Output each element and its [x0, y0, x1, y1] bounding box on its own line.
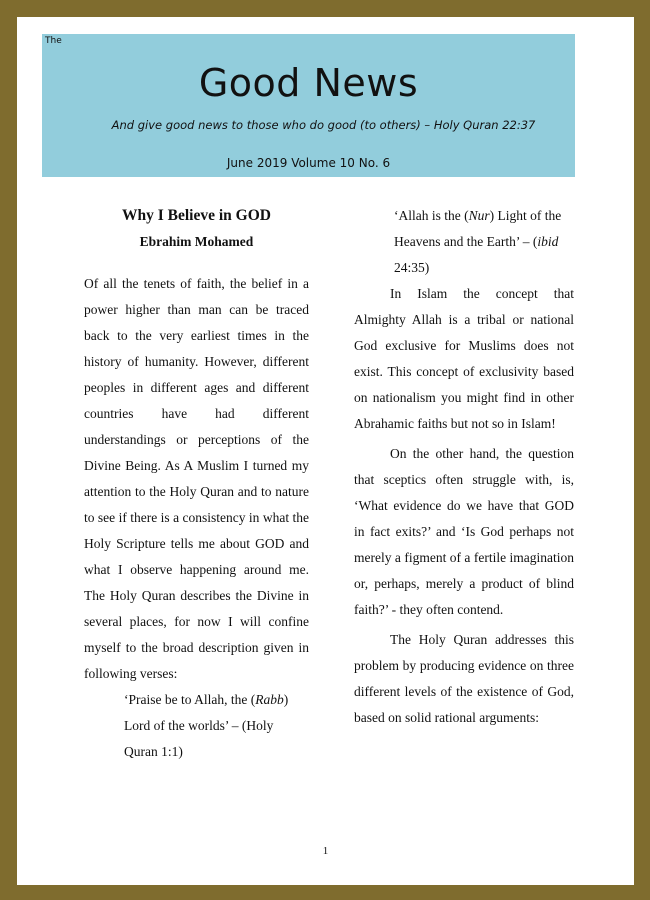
left-column: [84, 203, 309, 765]
masthead-motto: And give good news to those who do good (to others) – Holy Quran 22:37: [111, 118, 536, 132]
page-number: 1: [322, 845, 329, 857]
article-title: Why I Believe in GOD: [122, 207, 271, 224]
right-column: [354, 203, 574, 731]
intro-paragraph: Of all the tenets of faith, the belief in a power higher than man can be traced back to the very earliest times in the history of humanity. However, different peoples in different ages and different countries have had different understandings or perceptions of the Divine Being. As A Muslim I turned my attention to the Holy Quran and to nature to see if there is a consistency in what the Holy Scripture tells me about GOD and what I observe happening around me. The Holy Quran describes the Divine in several places, for now I will confine myself to the broad description given in following verses:: [84, 276, 309, 681]
quote-verse-1-1: ‘Praise be to Allah, the (Rabb) Lord of the worlds’ – (Holy Quran 1:1): [124, 692, 289, 759]
article-author: Ebrahim Mohamed: [139, 234, 254, 249]
paragraph-islam-concept: In Islam the concept that Almighty Allah is a tribal or national God exclusive for Muslims does not exist. This concept of exclusivity based on nationalism you might find in other Abrahamic faiths but not so in Islam!: [354, 286, 574, 431]
masthead-prefix: The: [45, 36, 62, 46]
masthead: [42, 34, 575, 177]
quote-verse-24-35: ‘Allah is the (Nur) Light of the Heavens and the Earth’ – (ibid 24:35): [394, 208, 562, 275]
issue-info: June 2019 Volume 10 No. 6: [226, 156, 391, 170]
paragraph-quran-evidence: The Holy Quran addresses this problem by producing evidence on three different levels of the existence of God, based on solid rational arguments:: [354, 632, 574, 725]
masthead-title: Good News: [198, 61, 419, 105]
paragraph-sceptics: On the other hand, the question that sceptics often struggle with, is, ‘What evidence do we have that GOD in fact exits?’ and ‘Is God perhaps not merely a figment of a fertile imagination or, perhaps, merely a product of blind faith?’ - they often contend.: [354, 446, 574, 617]
newsletter-page: [17, 17, 634, 885]
